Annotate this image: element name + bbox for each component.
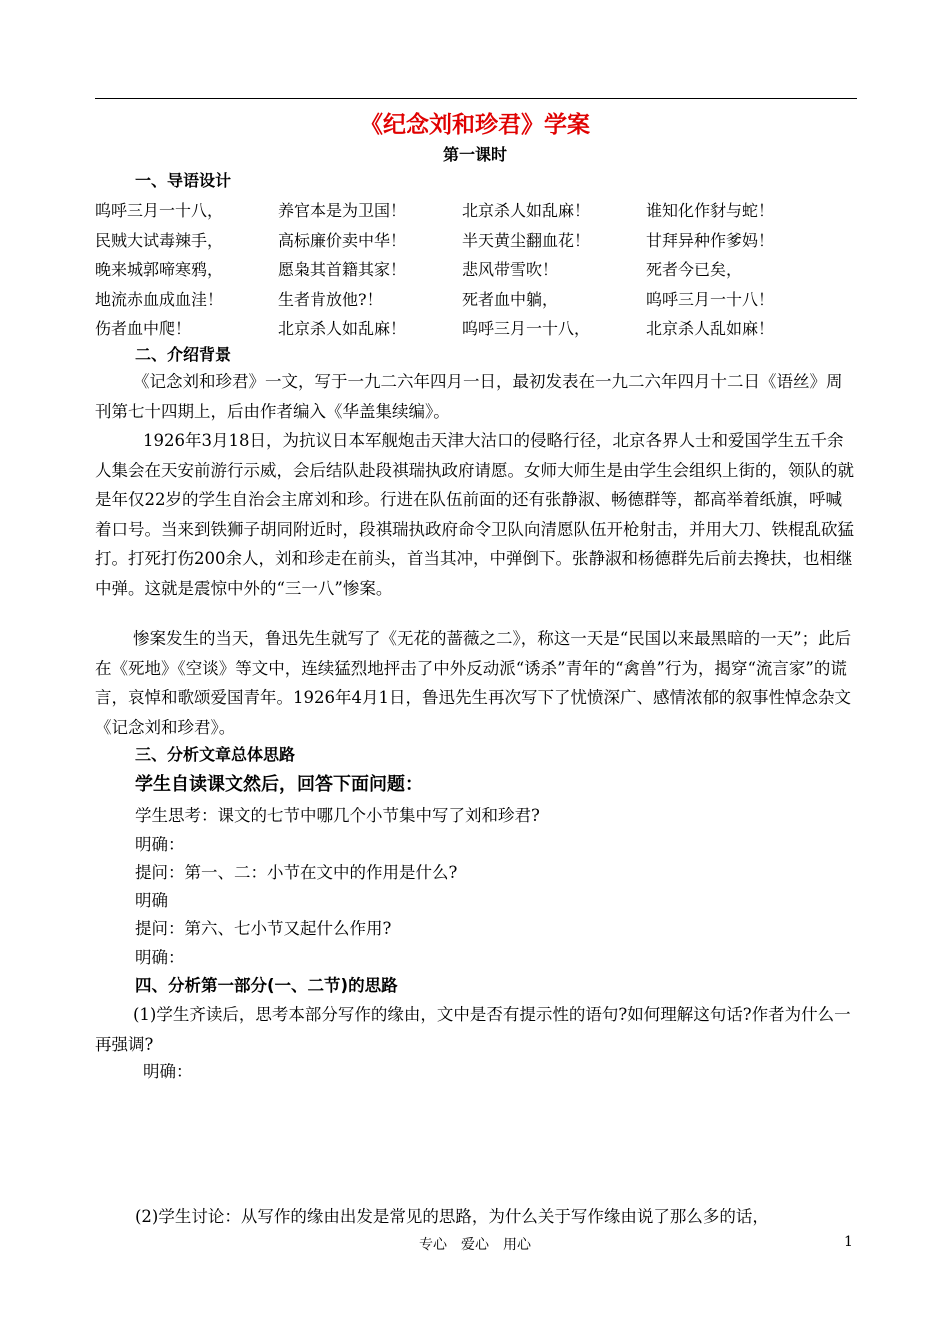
poem-line: 北京杀人乱如麻！ xyxy=(646,319,775,338)
poem-line: 呜呼三月一十八！ xyxy=(646,289,775,309)
poem-line: 高标廉价卖中华！ xyxy=(278,230,407,250)
part1-question-1: (1)学生齐读后，思考本部分写作的缘由，文中是否有提示性的语句?如何理解这句话?作者为什么一再强调? xyxy=(95,1005,851,1054)
poem-line: 呜呼三月一十八， xyxy=(95,201,224,220)
poem-line: 谁知化作豺与蛇！ xyxy=(646,201,775,220)
answer-line: 明确： xyxy=(135,948,185,967)
document-title: 《纪念刘和珍君》学案 xyxy=(360,112,590,138)
poem-line: 民贼大试毒辣手， xyxy=(95,230,224,250)
page-footer-motto: 专心 爱心 用心 xyxy=(419,1237,531,1253)
poem-line: 愿枭其首籍其家！ xyxy=(278,260,407,279)
part1-question-2: (2)学生讨论：从写作的缘由出发是常见的思路，为什么关于写作缘由说了那么多的话， xyxy=(135,1207,769,1226)
poem-line: 呜呼三月一十八， xyxy=(462,319,591,338)
poem-column-1 xyxy=(95,196,223,344)
reading-instruction: 学生自读课文然后，回答下面问题： xyxy=(135,774,423,795)
poem-line: 养官本是为卫国！ xyxy=(278,201,407,220)
header-rule xyxy=(95,98,857,99)
question-line: 提问：第一、二：小节在文中的作用是什么? xyxy=(135,863,458,882)
poem-line: 晚来城郭啼寒鸦， xyxy=(95,260,224,279)
section-heading-intro: 一、导语设计 xyxy=(135,171,232,190)
poem-line: 地流赤血成血洼！ xyxy=(95,289,224,309)
poem-column-2 xyxy=(278,196,406,344)
poem-column-4 xyxy=(646,196,774,344)
answer-line: 明确： xyxy=(143,1062,193,1081)
background-paragraph-2: 1926年3月18日，为抗议日本军舰炮击天津大沽口的侵略行径，北京各界人士和爱国学生五千余人集会在天安前游行示威，会后结队赴段祺瑞执政府请愿。女师大师生是由学生会组织上街的，领队的就是年仅22岁的学生自治会主席刘和珍。行进在队伍前面的还有张静淑、畅德群等，都高举着纸旗，呼喊着口号。当来到铁狮子胡同附近时，段祺瑞执政府命令卫队向清愿队伍开枪射击，并用大刀、铁棍乱砍猛打。打死打伤200余人，刘和珍走在前头，首当其冲，中弹倒下。张静淑和杨德群先后前去搀扶，也相继中弹。这就是震惊中外的“三一八”惨案。 xyxy=(95,431,854,598)
document-subtitle: 第一课时 xyxy=(442,145,507,164)
section-heading-background: 二、介绍背景 xyxy=(135,345,232,364)
page-number: 1 xyxy=(844,1234,853,1250)
poem-column-3 xyxy=(462,196,590,344)
poem-line: 悲风带雪吹！ xyxy=(462,260,559,279)
question-line: 学生思考：课文的七节中哪几个小节集中写了刘和珍君? xyxy=(135,806,540,825)
answer-line: 明确： xyxy=(135,835,185,854)
poem-line: 死者血中躺， xyxy=(462,289,559,309)
poem-line: 死者今已矣， xyxy=(646,260,743,279)
poem-line: 北京杀人如乱麻！ xyxy=(462,201,591,220)
poem-line: 生者肯放他?！ xyxy=(278,289,383,309)
background-paragraph-3: 惨案发生的当天，鲁迅先生就写了《无花的蔷薇之二》，称这一天是“民国以来最黑暗的一天”；此后在《死地》《空谈》等文中，连续猛烈地抨击了中外反动派“诱杀”青年的“禽兽”行为，揭穿“流言家”的谎言，哀悼和歌颂爱国青年。1926年4月1日，鲁迅先生再次写下了忧愤深广、感情浓郁的叙事性悼念杂文《记念刘和珍君》。 xyxy=(95,629,852,737)
poem-line: 北京杀人如乱麻！ xyxy=(278,319,407,338)
background-paragraph-1: 《记念刘和珍君》一文，写于一九二六年四月一日，最初发表在一九二六年四月十二日《语丝》周刊第七十四期上，后由作者编入《华盖集续编》。 xyxy=(95,372,843,421)
poem-line: 甘拜异种作爹妈！ xyxy=(646,230,775,250)
section-heading-part1-text: 四、分析第一部分(一、二节)的思路 xyxy=(135,976,398,995)
question-line: 提问：第六、七小节又起什么作用? xyxy=(135,919,392,938)
poem-line: 半天黄尘翻血花！ xyxy=(462,230,591,250)
section-heading-part1 xyxy=(135,972,398,996)
section-heading-structure: 三、分析文章总体思路 xyxy=(135,745,296,764)
poem-line: 伤者血中爬！ xyxy=(95,319,192,338)
answer-line: 明确 xyxy=(135,891,168,910)
